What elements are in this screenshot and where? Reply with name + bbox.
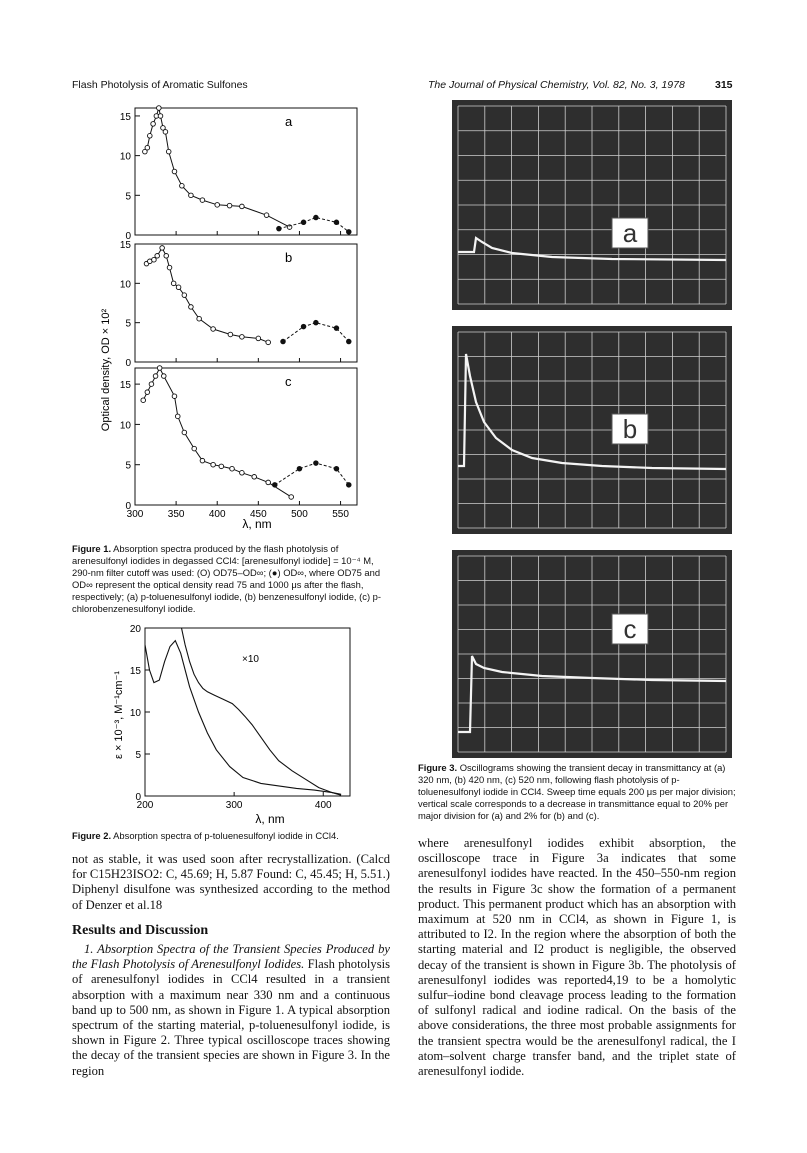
x-tick-label: 350	[167, 509, 185, 520]
y-tick-label: 0	[125, 501, 131, 512]
figure2-xlabel: λ, nm	[255, 812, 285, 826]
y-tick-label: 5	[125, 460, 131, 472]
data-point-open	[157, 106, 162, 111]
figure1-xlabel: λ, nm	[242, 517, 272, 531]
data-point-open	[266, 480, 271, 485]
figure2-chart	[100, 620, 360, 826]
figure3-caption-label: Figure 3.	[418, 762, 458, 773]
data-point-open	[167, 265, 172, 270]
y-tick-label: 15	[119, 380, 131, 392]
figure3-caption	[418, 762, 736, 822]
figure2-ylabel: ε × 10⁻³, M⁻¹cm⁻¹	[113, 670, 125, 760]
data-point-filled	[314, 215, 319, 220]
data-point-open	[240, 470, 245, 475]
y-tick-label: 5	[135, 750, 141, 761]
series-line-transient	[147, 248, 269, 342]
figure1-caption-label: Figure 1.	[72, 543, 112, 554]
data-point-filled	[346, 230, 351, 235]
data-point-open	[264, 213, 269, 218]
running-header-journal: The Journal of Physical Chemistry, Vol. 82, No. 3, 1978	[428, 79, 685, 91]
data-point-open	[240, 335, 245, 340]
series-line-od-infinity	[283, 323, 349, 342]
figure2-plot	[130, 624, 350, 811]
y-tick-label: 10	[119, 279, 131, 291]
data-point-open	[227, 203, 232, 208]
y-tick-label: 10	[119, 420, 131, 432]
body-left-paragraph: Flash photolysis of arenesulfonyl iodides in CCl4 resulted in a transient absorption with a maximum near 330 nm and a continuous band up to 500 nm, as shown in Figure 1. A typical absorption spectrum of the starting material, p-toluenesulfonyl iodide, is shown in Figure 2. Three typical oscilloscope traces showing the decay of the transient species are shown in Figure 3. In the region	[72, 957, 390, 1078]
figure1-ylabel: Optical density, OD × 10²	[100, 308, 112, 432]
data-point-open	[161, 374, 166, 379]
data-point-open	[155, 254, 160, 259]
figure1-frame	[135, 368, 357, 505]
data-point-open	[200, 458, 205, 463]
data-point-open	[182, 430, 187, 435]
y-tick-label: 15	[129, 666, 141, 677]
figure2-caption-label: Figure 2.	[72, 830, 112, 841]
figure1-panel-b	[120, 240, 357, 369]
x-tick-label: 450	[249, 509, 267, 520]
data-point-open	[189, 193, 194, 198]
data-point-open	[172, 169, 177, 174]
x-tick-label: 300	[225, 800, 243, 811]
y-tick-label: 20	[129, 624, 141, 635]
data-point-filled	[346, 483, 351, 488]
data-point-filled	[272, 483, 277, 488]
x-tick-label: 550	[332, 509, 349, 520]
data-point-filled	[334, 326, 339, 331]
series-line-transient	[145, 108, 290, 227]
y-tick-label: 10	[129, 708, 141, 719]
y-tick-label: 15	[119, 240, 131, 251]
data-point-open	[153, 374, 158, 379]
data-point-open	[151, 122, 156, 127]
panel-label: b	[285, 250, 293, 265]
data-point-open	[230, 466, 235, 471]
x-tick-label: 300	[126, 509, 144, 520]
data-point-filled	[314, 461, 319, 466]
data-point-open	[240, 204, 245, 209]
data-point-open	[180, 183, 185, 188]
data-point-open	[152, 257, 157, 262]
figure1-caption	[72, 543, 390, 615]
data-point-open	[189, 305, 194, 310]
data-point-open	[200, 198, 205, 203]
data-point-filled	[346, 339, 351, 344]
data-point-open	[145, 145, 150, 150]
x-tick-label: 200	[136, 800, 154, 811]
x-tick-label: 400	[208, 509, 226, 520]
data-point-filled	[301, 220, 306, 225]
data-point-open	[182, 293, 187, 298]
y-tick-label: 0	[125, 358, 131, 369]
x-tick-label: 400	[314, 800, 332, 811]
data-point-open	[160, 246, 165, 251]
subsection-title: 1. Absorption Spectra of the Transient Species Produced by the Flash Photolysis of Arenesulfonyl Iodides.	[72, 942, 390, 972]
section-title: Results and Discussion	[72, 922, 209, 938]
spectrum-curve-x10	[182, 628, 342, 795]
body-right-column	[418, 836, 736, 1079]
oscillogram-b	[452, 326, 732, 534]
y-tick-label: 5	[125, 318, 131, 330]
figure1-panel-c	[120, 366, 357, 520]
data-point-open	[228, 332, 233, 337]
data-point-filled	[301, 324, 306, 329]
y-tick-label: 0	[125, 231, 131, 242]
figure1-frame	[135, 108, 357, 235]
y-tick-label: 0	[135, 792, 141, 803]
figure1-caption-text: Absorption spectra produced by the flash photolysis of arenesulfonyl iodides in degassed CCl4: [arenesulfonyl iodide] = 10⁻⁴ M, 290-nm filter cutoff was used: (O) OD75–OD∞; (●) OD∞, where OD75 and OD∞ represent the optical density read 75 and 1000 μs after the flash, respectively; (a) p-toluenesulfonyl iodide, (b) benzenesulfonyl iodide, (c) p-chlorobenzenesulfonyl iodide.	[72, 543, 382, 614]
data-point-open	[192, 446, 197, 451]
data-point-open	[256, 336, 261, 341]
data-point-filled	[297, 466, 302, 471]
data-point-open	[163, 130, 168, 135]
data-point-open	[157, 366, 162, 371]
data-point-filled	[334, 220, 339, 225]
oscillogram-c	[452, 550, 732, 758]
data-point-open	[211, 462, 216, 467]
figure1-chart	[85, 100, 375, 532]
data-point-open	[148, 133, 153, 138]
x-tick-label: 500	[291, 509, 308, 520]
figure1-panel-a	[120, 106, 357, 242]
figure2-annotation: ×10	[242, 654, 259, 665]
data-point-open	[164, 254, 169, 259]
data-point-open	[176, 285, 181, 290]
data-point-open	[149, 382, 154, 387]
data-point-filled	[277, 226, 282, 231]
series-line-transient	[143, 368, 291, 497]
figure2-caption-text: Absorption spectra of p-toluenesulfonyl iodide in CCl4.	[113, 830, 339, 841]
data-point-open	[145, 390, 150, 395]
data-point-open	[172, 394, 177, 399]
body-left-column	[72, 852, 390, 1079]
y-tick-label: 10	[119, 151, 131, 163]
data-point-open	[197, 316, 202, 321]
data-point-open	[175, 414, 180, 419]
page-number: 315	[715, 79, 733, 91]
data-point-open	[158, 114, 163, 119]
oscillogram-label: b	[622, 414, 638, 444]
panel-label: c	[285, 374, 292, 389]
y-tick-label: 5	[125, 191, 131, 203]
body-left-intro: not as stable, it was used soon after recrystallization. (Calcd for C15H23ISO2: C, 45.69; H, 5.87 Found: C, 45.45; H, 5.51.) Diphenyl disulfone was synthesized according to the method of Denzer et al.18	[72, 852, 390, 912]
data-point-open	[141, 398, 146, 403]
oscillogram-a	[452, 100, 732, 310]
data-point-open	[266, 340, 271, 345]
oscillogram-label: c	[623, 614, 637, 644]
figure3-caption-text: Oscillograms showing the transient decay in transmittancy at (a) 320 nm, (b) 420 nm, (c) 520 nm, following flash photolysis of p-toluenesulfonyl iodide in CCl4. Sweep time equals 200 μs per major division; vertical scale corresponds to a decrease in transmittance equal to 20% per major division for (a) and 2% for (b) and (c).	[418, 762, 736, 821]
data-point-filled	[334, 466, 339, 471]
data-point-open	[166, 149, 171, 154]
data-point-open	[252, 474, 257, 479]
data-point-filled	[281, 339, 286, 344]
data-point-open	[211, 327, 216, 332]
data-point-filled	[314, 320, 319, 325]
data-point-open	[289, 495, 294, 500]
data-point-open	[215, 203, 220, 208]
data-point-open	[219, 464, 224, 469]
running-header-left: Flash Photolysis of Aromatic Sulfones	[72, 79, 248, 91]
oscillogram-label: a	[622, 218, 638, 248]
figure2-caption	[72, 830, 390, 842]
y-tick-label: 15	[119, 111, 131, 123]
data-point-open	[171, 281, 176, 286]
panel-label: a	[285, 114, 293, 129]
body-right-paragraph: where arenesulfonyl iodides exhibit absorption, the oscilloscope trace in Figure 3a indicates that some arenesulfonyl iodides have reacted. In the 450–550-nm region the results in Figure 3c show the formation of a permanent product. This permanent product which has an absorption with maximum at 520 nm in CCl4, as shown in Figure 1, is attributed to I2. In the region where the absorption of both the starting material and I2 product is negligible, the observed decay of the transient is shown in Figure 3b. The photolysis of arenesulfonyl iodides was reported4,19 to be a homolytic sulfur–iodine bond cleavage process leading to the formation of sulfonyl radical and iodine radical. On the basis of the above considerations, the three most probable assignments for the transient spectra would be the arenesulfonyl radical, the I atom–solvent charge transfer band, and the triplet state of arenesulfonyl iodide.	[418, 836, 736, 1079]
